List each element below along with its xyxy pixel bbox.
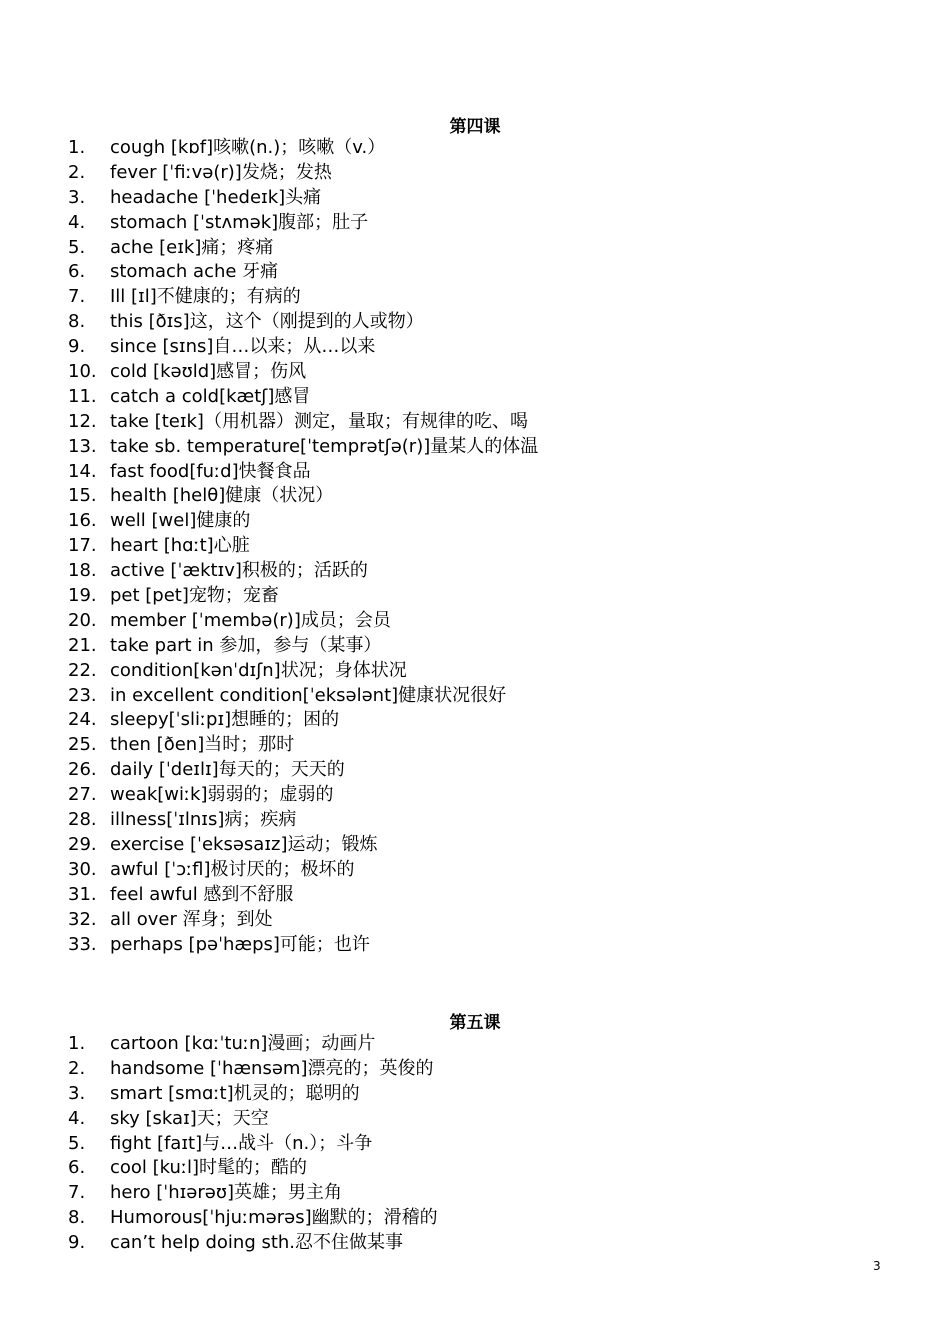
item-number: 17. [68,535,97,557]
item-text: then [ðen]当时；那时 [110,734,295,756]
item-number: 3. [68,1082,86,1104]
item-text: can’t help doing sth.忍不住做某事 [110,1232,404,1254]
vocab-item [68,236,538,261]
vocab-item [68,460,538,485]
item-number: 2. [68,161,86,183]
item-text: take sb. temperature[ˈtemprətʃə(r)]量某人的体温 [110,435,539,457]
vocab-item [68,509,538,534]
item-text: sky [skaɪ]天；天空 [110,1107,269,1129]
item-text: in excellent condition[ˈeksələnt]健康状况很好 [110,684,507,706]
vocab-item [68,385,538,410]
vocab-item [68,684,538,709]
item-text: hero [ˈhɪərəʊ]英雄；男主角 [110,1182,342,1204]
vocab-item [68,783,538,808]
vocab-item [68,186,538,211]
vocab-item [68,484,538,509]
item-number: 33. [68,933,97,955]
item-number: 1. [68,137,86,158]
item-number: 26. [68,759,97,781]
item-number: 4. [68,211,86,233]
item-text: ache [eɪk]痛；疼痛 [110,236,274,258]
item-number: 25. [68,734,97,756]
item-text: daily [ˈdeɪlɪ]每天的；天天的 [110,759,345,781]
vocab-item [68,435,538,460]
item-text: take [teɪk]（用机器）测定，量取；有规律的吃、喝 [110,410,528,432]
vocab-item [68,1057,438,1082]
item-text: fast food[fuːd]快餐食品 [110,460,311,482]
item-text: cool [kuːl]时髦的；酷的 [110,1157,308,1179]
item-number: 15. [68,485,97,507]
item-number: 10. [68,361,97,383]
item-number: 12. [68,410,97,432]
item-number: 6. [68,1157,86,1179]
lesson4-title: 第四课 [449,117,501,137]
item-number: 29. [68,833,97,855]
item-text: since [sɪns]自…以来；从…以来 [110,336,376,358]
item-number: 24. [68,709,97,731]
item-text: sleepy[ˈsliːpɪ]想睡的；困的 [110,709,340,731]
item-text: cough [kɒf]咳嗽(n.)；咳嗽（v.） [110,137,386,158]
item-number: 6. [68,261,86,283]
item-text: weak[wiːk]弱弱的；虚弱的 [110,784,334,806]
vocab-item [68,858,538,883]
vocab-item [68,634,538,659]
item-number: 14. [68,460,97,482]
item-text: stomach [ˈstʌmək]腹部；肚子 [110,211,369,233]
item-number: 1. [68,1033,86,1054]
item-text: headache [ˈhedeɪk]头痛 [110,186,322,208]
item-text: pet [pet]宠物；宠畜 [110,585,279,607]
vocab-item [68,136,538,161]
item-number: 7. [68,1182,86,1204]
lesson5-title: 第五课 [449,1013,501,1033]
item-number: 3. [68,186,86,208]
item-text: this [ðɪs]这，这个（刚提到的人或物） [110,311,424,333]
item-number: 18. [68,560,97,582]
vocab-item [68,360,538,385]
item-text: Humorous[ˈhjuːmərəs]幽默的；滑稽的 [110,1207,438,1229]
vocab-item [68,1132,438,1157]
vocab-item [68,410,538,435]
vocab-item [68,708,538,733]
item-text: fever [ˈfiːvə(r)]发烧；发热 [110,161,332,183]
item-text: stomach ache 牙痛 [110,261,279,283]
vocab-item [68,1032,438,1057]
item-number: 16. [68,510,97,532]
item-number: 5. [68,236,86,258]
vocab-item [68,559,538,584]
vocab-item [68,260,538,285]
vocab-item [68,1107,438,1132]
item-number: 27. [68,784,97,806]
item-number: 11. [68,385,97,407]
vocab-item [68,1181,438,1206]
vocab-item [68,211,538,236]
vocab-item [68,1082,438,1107]
item-number: 23. [68,684,97,706]
vocab-item [68,310,538,335]
vocab-item [68,883,538,908]
vocab-item [68,335,538,360]
item-number: 9. [68,1232,86,1254]
item-text: illness[ˈɪlnɪs]病；疾病 [110,809,297,831]
vocab-item [68,833,538,858]
item-text: awful [ˈɔːfl]极讨厌的；极坏的 [110,858,355,880]
item-number: 20. [68,609,97,631]
item-text: heart [hɑːt]心脏 [110,535,250,557]
item-text: take part in 参加，参与（某事） [110,634,382,656]
vocab-item [68,534,538,559]
vocab-item [68,758,538,783]
item-number: 21. [68,634,97,656]
item-number: 19. [68,585,97,607]
vocab-item [68,659,538,684]
item-number: 4. [68,1107,86,1129]
item-text: fight [faɪt]与…战斗（n.）；斗争 [110,1132,373,1154]
lesson5-vocab-list [68,1032,438,1256]
item-text: cartoon [kɑːˈtuːn]漫画；动画片 [110,1033,376,1054]
item-text: member [ˈmembə(r)]成员；会员 [110,609,391,631]
item-number: 30. [68,858,97,880]
item-text: exercise [ˈeksəsaɪz]运动；锻炼 [110,833,378,855]
item-number: 2. [68,1057,86,1079]
item-number: 7. [68,286,86,308]
item-text: health [helθ]健康（状况） [110,485,334,507]
item-number: 13. [68,435,97,457]
item-number: 32. [68,908,97,930]
lesson4-vocab-list [68,136,538,957]
vocab-item [68,161,538,186]
item-text: active [ˈæktɪv]积极的；活跃的 [110,560,368,582]
vocab-item [68,285,538,310]
vocab-item [68,584,538,609]
item-text: smart [smɑːt]机灵的；聪明的 [110,1082,360,1104]
vocab-item [68,933,538,958]
item-number: 8. [68,311,86,333]
item-text: Ill [ɪl]不健康的；有病的 [110,286,301,308]
item-text: feel awful 感到不舒服 [110,883,294,905]
vocab-item [68,733,538,758]
item-number: 22. [68,659,97,681]
vocab-item [68,808,538,833]
item-number: 31. [68,883,97,905]
vocab-item [68,1231,438,1256]
vocab-item [68,1206,438,1231]
vocab-item [68,908,538,933]
item-text: perhaps [pəˈhæps]可能；也许 [110,933,370,955]
item-text: condition[kənˈdɪʃn]状况；身体状况 [110,659,407,681]
vocab-item [68,1156,438,1181]
item-number: 9. [68,336,86,358]
item-number: 28. [68,809,97,831]
item-text: well [wel]健康的 [110,510,251,532]
item-text: catch a cold[kætʃ]感冒 [110,385,311,407]
item-number: 8. [68,1207,86,1229]
item-number: 5. [68,1132,86,1154]
item-text: handsome [ˈhænsəm]漂亮的；英俊的 [110,1057,434,1079]
page-number: 3 [873,1259,881,1273]
item-text: all over 浑身；到处 [110,908,273,930]
item-text: cold [kəʊld]感冒；伤风 [110,361,307,383]
vocab-item [68,609,538,634]
